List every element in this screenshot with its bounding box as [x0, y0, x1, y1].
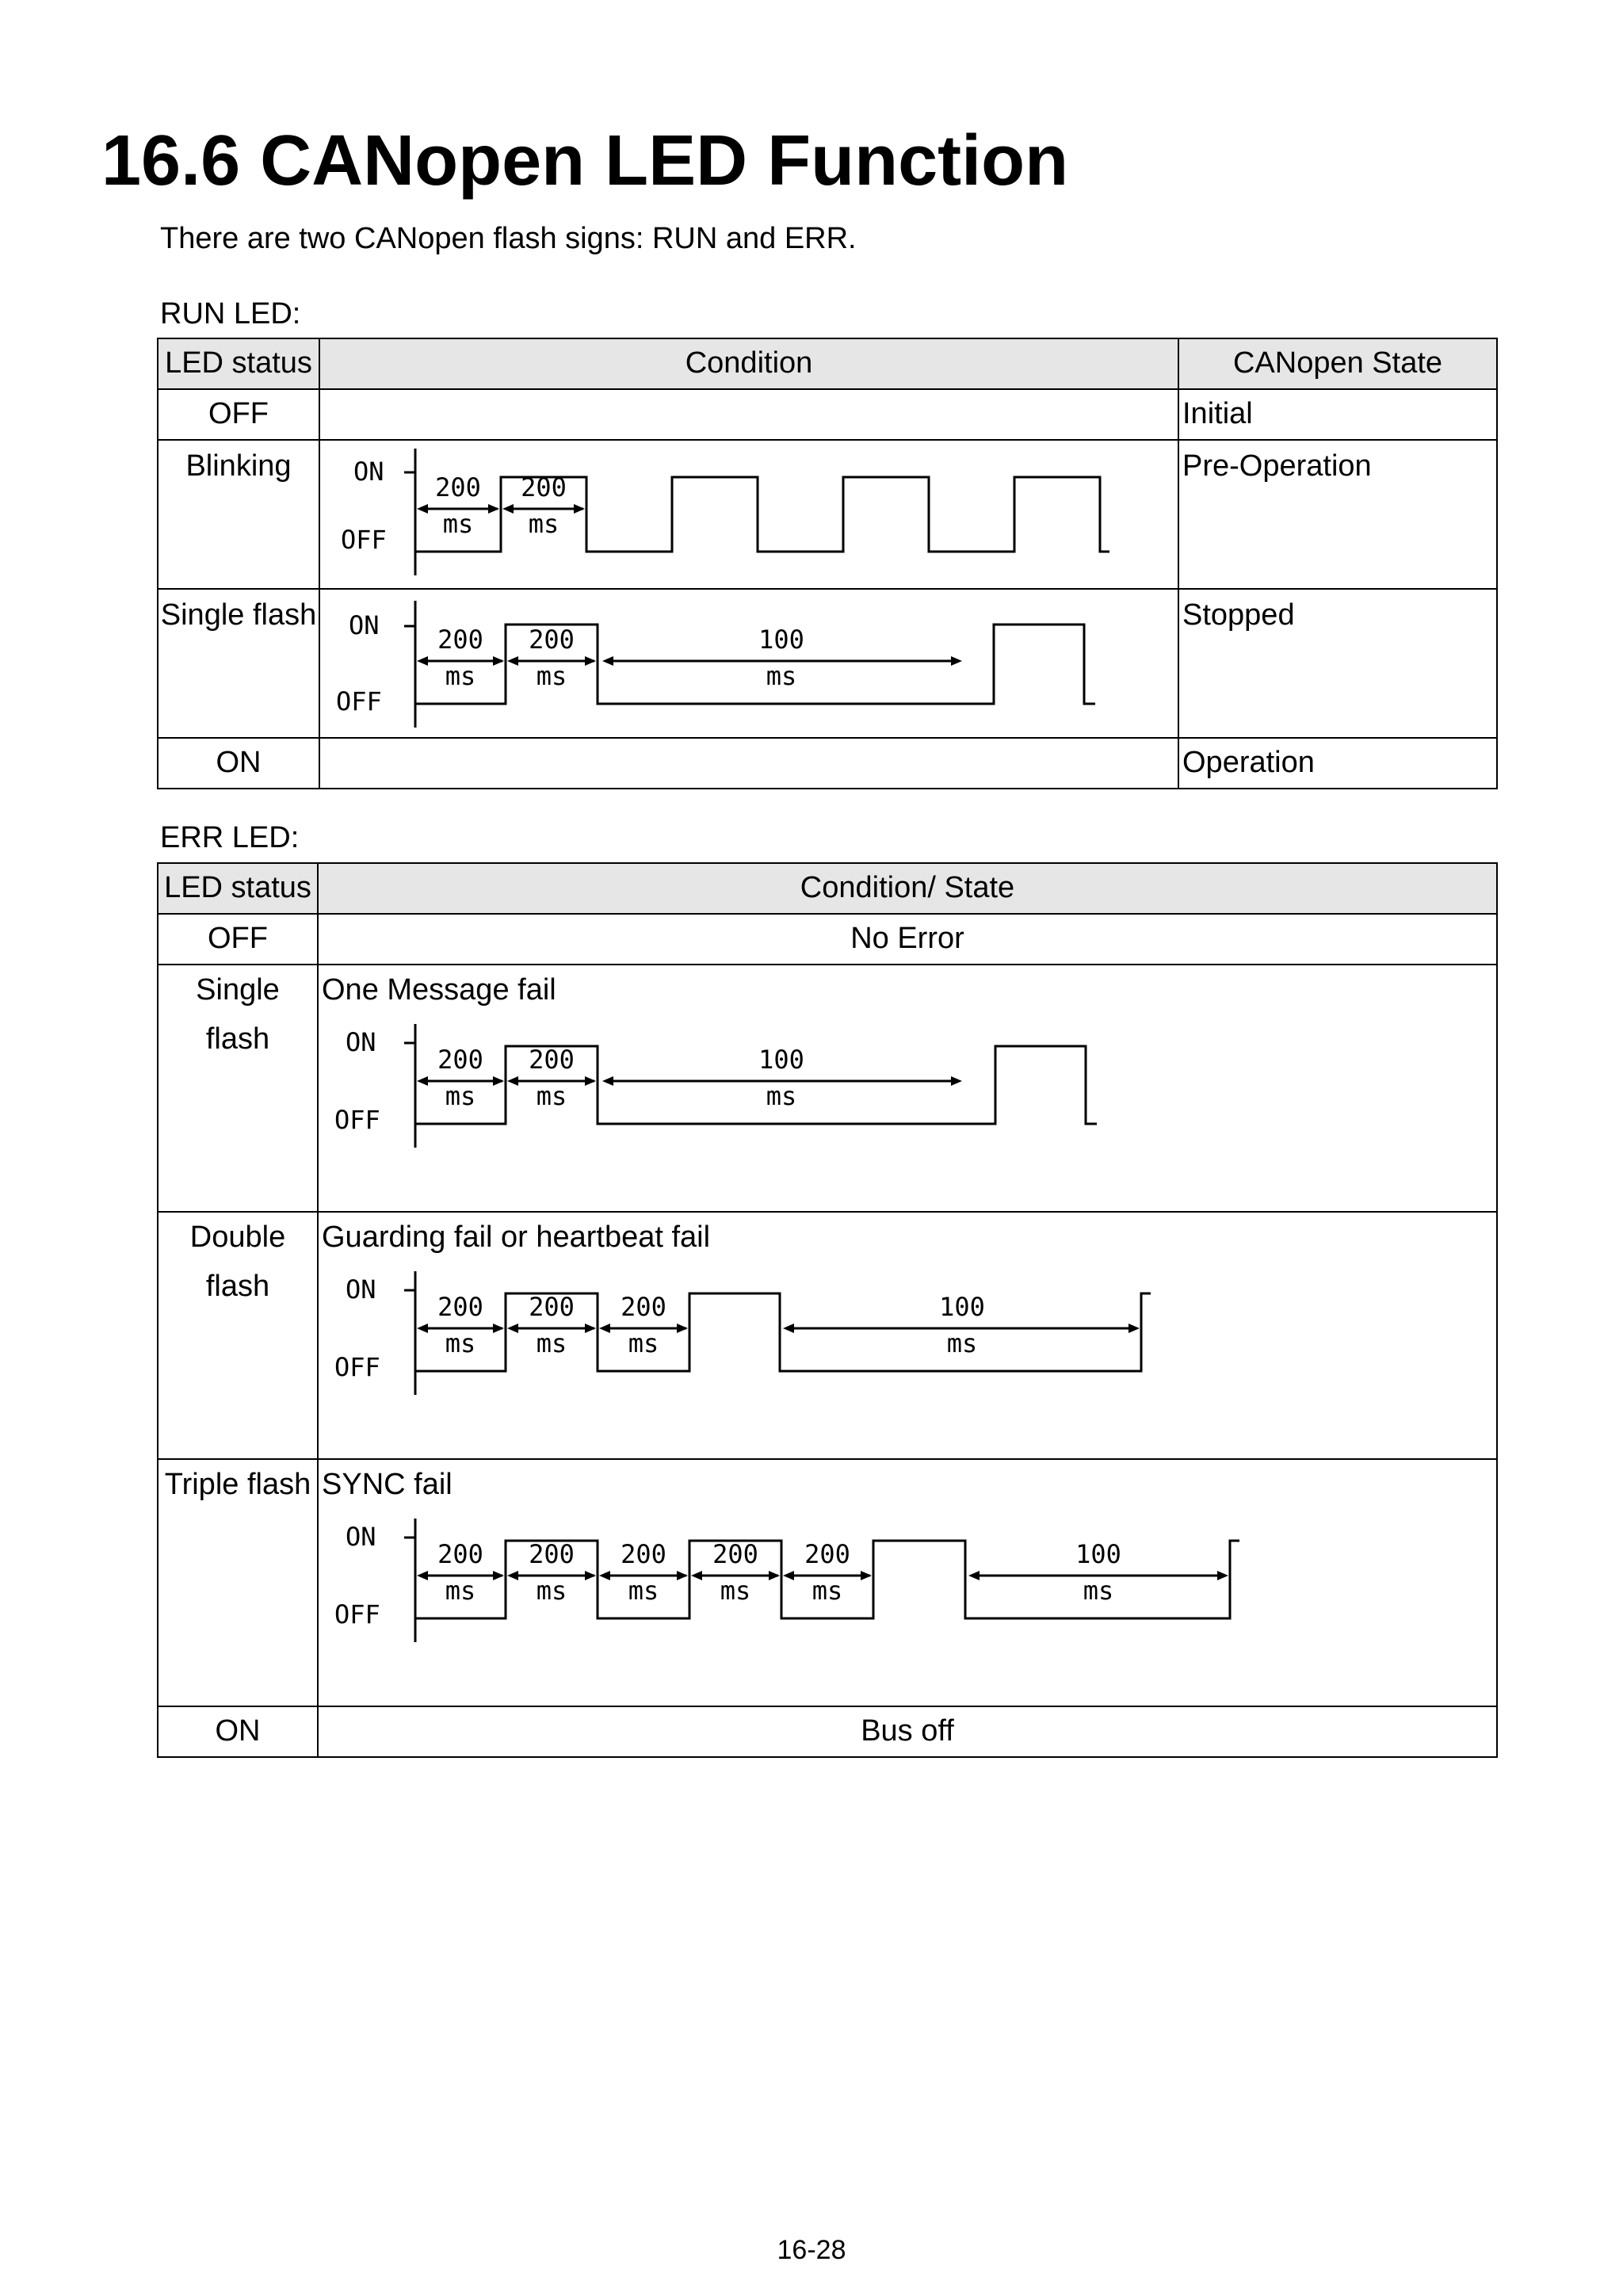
off-level-label: OFF [334, 1105, 380, 1135]
duration-value-label: 200 [621, 1292, 666, 1322]
led-status-line: flash [205, 1022, 270, 1056]
condition-cell [319, 589, 1178, 738]
duration-unit-label: ms [442, 509, 474, 539]
blinking-waveform-diagram [320, 441, 1179, 588]
waveform-axis [404, 1024, 415, 1148]
on-level-label: ON [346, 1027, 376, 1057]
signal-trace [415, 1293, 1151, 1371]
duration-unit-label: ms [536, 1328, 567, 1358]
table-header-row [158, 863, 1497, 914]
condition-label: SYNC fail [322, 1468, 453, 1501]
duration-value-label: 200 [437, 625, 483, 655]
off-level-label: OFF [336, 686, 382, 716]
led-status-line: Single [196, 973, 280, 1007]
duration-unit-label: ms [812, 1576, 843, 1606]
run-led-table [157, 338, 1498, 789]
on-level-label: ON [353, 457, 384, 487]
duration-unit-label: ms [445, 1328, 476, 1358]
led-status-cell [158, 1212, 318, 1459]
canopen-state-cell: Stopped [1178, 589, 1497, 738]
table-header-row [158, 338, 1497, 389]
duration-unit-label: ms [536, 1576, 567, 1606]
waveform-axis [404, 1271, 415, 1395]
on-level-label: ON [349, 610, 380, 640]
duration-unit-label: ms [445, 1576, 476, 1606]
led-status-cell: ON [158, 1706, 318, 1757]
column-header-condition: Condition [319, 338, 1178, 389]
waveform-axis [404, 601, 415, 728]
waveform-axis [404, 449, 415, 575]
column-header-led-status: LED status [158, 863, 318, 914]
table-row [158, 738, 1497, 789]
run-led-heading: RUN LED: [160, 297, 301, 330]
duration-unit-label: ms [1083, 1576, 1114, 1606]
waveform-axis [404, 1519, 415, 1642]
table-row [158, 1706, 1497, 1757]
led-status-cell: OFF [158, 389, 319, 440]
duration-value-label: 200 [529, 625, 575, 655]
single-flash-waveform-diagram [322, 1014, 1193, 1157]
canopen-state-cell: Initial [1178, 389, 1497, 440]
duration-unit-label: ms [528, 509, 559, 539]
led-status-cell [158, 965, 318, 1212]
duration-value-label: 200 [529, 1539, 575, 1569]
condition-cell [319, 738, 1178, 789]
duration-value-label: 200 [521, 472, 567, 502]
led-status-cell: Blinking [158, 440, 319, 589]
off-level-label: OFF [341, 525, 387, 555]
led-status-cell: ON [158, 738, 319, 789]
led-status-line: Double [189, 1221, 286, 1254]
duration-unit-label: ms [536, 661, 567, 691]
condition-cell: Bus off [318, 1706, 1497, 1757]
duration-unit-label: ms [720, 1576, 751, 1606]
duration-value-label: 200 [621, 1539, 666, 1569]
off-level-label: OFF [334, 1352, 380, 1382]
page-number: 16-28 [777, 2235, 846, 2265]
on-level-label: ON [346, 1274, 376, 1305]
condition-cell [319, 440, 1178, 589]
duration-value-label: 200 [437, 1292, 483, 1322]
table-row [158, 965, 1497, 1212]
condition-cell [318, 1212, 1497, 1459]
section-title: 16.6 CANopen LED Function [101, 121, 1069, 201]
duration-value-label: 100 [758, 1045, 804, 1075]
duration-unit-label: ms [536, 1081, 567, 1111]
condition-label: Guarding fail or heartbeat fail [322, 1221, 711, 1254]
duration-value-label: 100 [758, 625, 804, 655]
duration-unit-label: ms [946, 1328, 978, 1358]
led-status-line: flash [205, 1270, 270, 1303]
duration-value-label: 200 [529, 1045, 575, 1075]
duration-value-label: 200 [529, 1292, 575, 1322]
table-row [158, 389, 1497, 440]
column-header-led-status: LED status [158, 338, 319, 389]
canopen-state-cell: Pre-Operation [1178, 440, 1497, 589]
triple-flash-waveform-diagram [322, 1509, 1273, 1652]
signal-trace [415, 477, 1109, 552]
double-flash-waveform-diagram [322, 1262, 1193, 1404]
column-header-canopen-state: CANopen State [1178, 338, 1497, 389]
err-led-table [157, 862, 1498, 1758]
duration-unit-label: ms [628, 1576, 659, 1606]
err-led-heading: ERR LED: [160, 821, 300, 854]
duration-value-label: 200 [804, 1539, 850, 1569]
intro-text: There are two CANopen flash signs: RUN and ERR. [160, 222, 857, 255]
table-row [158, 1459, 1497, 1706]
duration-value-label: 100 [939, 1292, 985, 1322]
duration-value-label: 200 [437, 1045, 483, 1075]
canopen-state-cell: Operation [1178, 738, 1497, 789]
duration-value-label: 200 [435, 472, 481, 502]
duration-value-label: 200 [712, 1539, 758, 1569]
condition-cell [319, 389, 1178, 440]
led-status-cell: Single flash [158, 589, 319, 738]
condition-cell [318, 1459, 1497, 1706]
duration-unit-label: ms [766, 661, 797, 691]
column-header-condition-state: Condition/ State [318, 863, 1497, 914]
duration-value-label: 200 [437, 1539, 483, 1569]
duration-unit-label: ms [628, 1328, 659, 1358]
led-status-cell: OFF [158, 914, 318, 965]
condition-cell: No Error [318, 914, 1497, 965]
table-row [158, 914, 1497, 965]
table-row [158, 589, 1497, 738]
duration-unit-label: ms [445, 661, 476, 691]
condition-label: One Message fail [322, 973, 556, 1007]
condition-cell [318, 965, 1497, 1212]
table-row [158, 1212, 1497, 1459]
duration-value-label: 100 [1075, 1539, 1121, 1569]
off-level-label: OFF [334, 1599, 380, 1629]
duration-unit-label: ms [445, 1081, 476, 1111]
on-level-label: ON [346, 1522, 376, 1552]
single-flash-waveform-diagram [320, 590, 1179, 737]
led-status-cell [158, 1459, 318, 1706]
duration-unit-label: ms [766, 1081, 797, 1111]
led-status-label: Triple flash [164, 1468, 311, 1501]
table-row [158, 440, 1497, 589]
